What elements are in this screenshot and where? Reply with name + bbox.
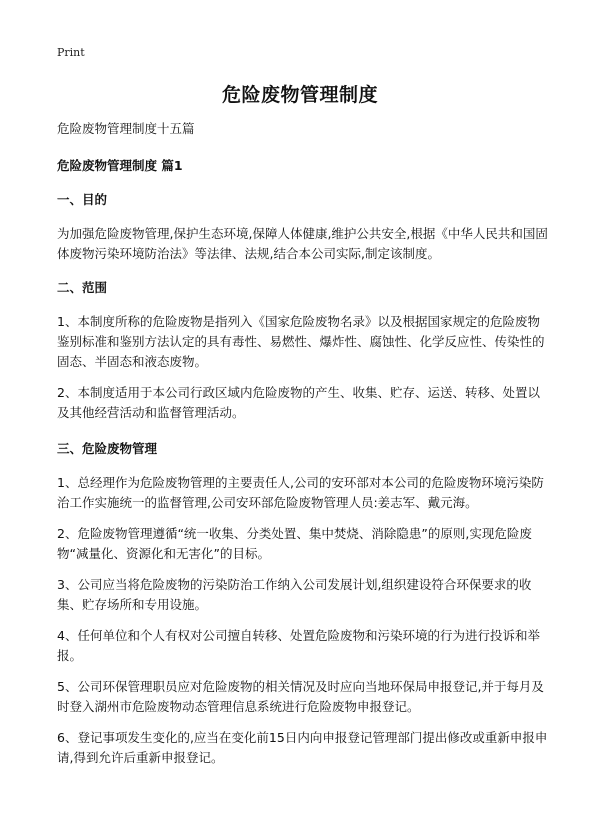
section-waste-management	[57, 439, 552, 768]
document-subtitle: 危险废物管理制度十五篇	[57, 121, 195, 136]
section-heading: 一、目的	[57, 192, 108, 207]
paragraph: 2、本制度适用于本公司行政区域内危险废物的产生、收集、贮存、运送、转移、处置以及其他经营活动和监督管理活动。	[57, 385, 540, 420]
section-scope	[57, 278, 552, 423]
paragraph: 1、本制度所称的危险废物是指列入《国家危险废物名录》以及根据国家规定的危险废物鉴别标准和鉴别方法认定的具有毒性、易燃性、爆炸性、腐蚀性、化学反应性、传染性的固态、半固态和液态废物。	[57, 314, 545, 369]
section-heading: 三、危险废物管理	[57, 441, 158, 456]
document-title: 危险废物管理制度	[221, 84, 378, 106]
print-link[interactable]: Print	[57, 46, 85, 59]
paragraph: 6、登记事项发生变化的,应当在变化前15日内向申报登记管理部门提出修改或重新申报申请,得到允许后重新申报登记。	[57, 730, 548, 765]
paragraph: 4、任何单位和个人有权对公司擅自转移、处置危险废物和污染环境的行为进行投诉和举报。	[57, 628, 540, 663]
document-body	[57, 119, 552, 768]
paragraph: 1、总经理作为危险废物管理的主要责任人,公司的安环部对本公司的危险废物环境污染防治工作实施统一的监督管理,公司安环部危险废物管理人员:姜志军、戴元海。	[57, 475, 544, 510]
part-title: 危险废物管理制度 篇1	[57, 158, 183, 173]
paragraph: 2、危险废物管理遵循“统一收集、分类处置、集中焚烧、消除隐患”的原则,实现危险废物“减量化、资源化和无害化”的目标。	[57, 526, 532, 561]
section-purpose	[57, 190, 552, 264]
paragraph: 5、公司环保管理职员应对危险废物的相关情况及时应向当地环保局申报登记,并于每月及时登入湖州市危险废物动态管理信息系统进行危险废物申报登记。	[57, 679, 544, 714]
section-heading: 二、范围	[57, 280, 108, 295]
paragraph: 为加强危险废物管理,保护生态环境,保障人体健康,维护公共安全,根据《中华人民共和国固体废物污染环境防治法》等法律、法规,结合本公司实际,制定该制度。	[57, 226, 548, 261]
paragraph: 3、公司应当将危险废物的污染防治工作纳入公司发展计划,组织建设符合环保要求的收集、贮存场所和专用设施。	[57, 577, 532, 612]
